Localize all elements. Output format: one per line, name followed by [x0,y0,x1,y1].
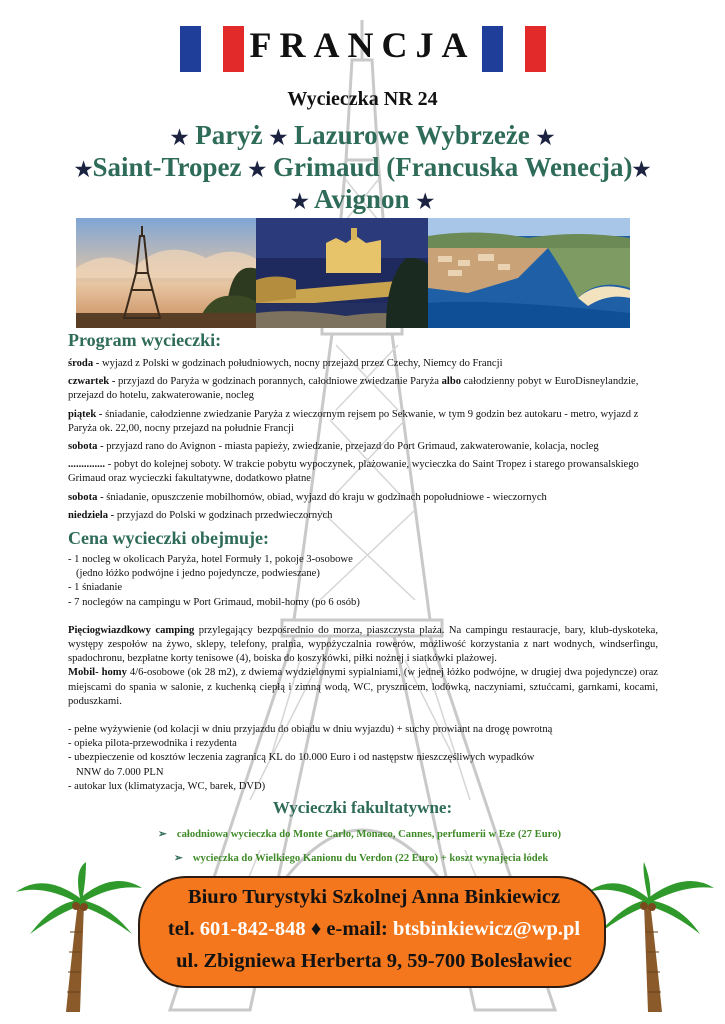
star-icon: ★ [632,159,651,181]
star-icon: ★ [416,191,435,213]
photo-eiffel-tower [76,218,262,328]
company-name: Biuro Turystyki Szkolnej Anna Binkiewicz [187,886,561,908]
photo-port-grimaud [428,218,630,328]
destinations-line-2 [0,152,725,183]
destination-avignon: Avignon [313,184,410,214]
destinations-line-1 [0,120,725,151]
photo-avignon-night [256,218,432,328]
destination-grimaud: Grimaud (Francuska Wenecja) [272,152,633,182]
star-icon: ★ [74,159,93,181]
destination-paris: Paryż [195,120,263,150]
flag-red-stripe [525,26,546,72]
email-link[interactable]: btsbinkiewicz@wp.pl [393,918,581,940]
price-heading: Cena wycieczki obejmuje: [68,528,269,548]
page-title: FRANCJA [249,25,476,65]
trip-number: Wycieczka NR 24 [287,88,438,110]
program-day: czwartek - przyjazd do Paryża w godzinach porannych, całodniowe zwiedzanie Paryża albo całodzienny pobyt w EuroDisneylandzie, przejazd do hotelu, zakwaterowanie, nocleg [68,376,639,402]
french-flag-right [482,26,546,72]
program-heading: Program wycieczki: [68,330,222,350]
flag-white-stripe [201,26,222,72]
list-item: - autokar lux (klimatyzacja, WC, barek, DVD) [68,780,266,792]
list-item: NNW do 7.000 PLN [76,766,164,778]
french-flag-left [180,26,244,72]
mobilhome-description: Mobil- homy 4/6-osobowe (ok 28 m2), z dwiema wydzielonymi sypialniami, (w jednej łóżko podwójne, w drugiej dwa pojedyncze) oraz miejscami do spania w salonie, z kuchenką ciepłą i zimną wodą, WC, prysznicem, lodówką, naczyniami, sztućcami, garnkami, kocami, poduszkami. [68,667,659,707]
list-item: - 1 nocleg w okolicach Paryża, hotel Formuły 1, pokoje 3-osobowe [68,554,353,565]
flag-blue-stripe [482,26,503,72]
star-icon: ★ [290,191,309,213]
company-address: ul. Zbigniewa Herberta 9, 59-700 Bolesławiec [176,950,572,972]
destination-saint-tropez: Saint-Tropez [92,152,242,182]
palm-tree-left-icon [14,862,144,1014]
arrow-bullet-icon: ➢ [174,853,183,864]
flag-blue-stripe [180,26,201,72]
program-day: .............. - pobyt do kolejnej soboty. W trakcie pobytu wypoczynek, plażowanie, wycieczka do Saint Tropez i starego prowansalskiego Grimaud oraz wycieczki fakultatywne, dodatkowo płatne [68,459,639,485]
program-day: sobota - przyjazd rano do Avignon - miasta papieży, zwiedzanie, przejazd do Port Grimaud, zakwaterowanie, kolacja, nocleg [68,441,599,453]
excursion-item: ➢ wycieczka do Wielkiego Kanionu du Verdon (22 Euro) + koszt wynajęcia łódek [174,853,549,864]
list-item: - pełne wyżywienie (od kolacji w dniu przyjazdu do obiadu w dniu wyjazdu) + suchy prowiant na drogę powrotną [68,724,553,736]
program-list [68,357,658,523]
flag-white-stripe [503,26,524,72]
contact-phone-email: tel. 601-842-848 ♦ e-mail: btsbinkiewicz@wp.pl [167,918,581,940]
star-icon: ★ [536,127,555,149]
list-item: (jedno łóżko podwójne i jedno pojedyncze, podwieszane) [76,568,320,580]
excursion-item: ➢ całodniowa wycieczka do Monte Carlo, Monaco, Cannes, perfumerii w Eze (27 Euro) [158,829,561,840]
contact-box [138,876,606,988]
list-item: - ubezpieczenie od kosztów leczenia zagranicą KL do 10.000 Euro i od następstw nieszczęśliwych wypadków [68,752,535,764]
program-day: niedziela - przyjazd do Polski w godzinach przedwieczornych [68,509,333,521]
excursions-heading: Wycieczki fakultatywne: [272,798,453,817]
star-icon: ★ [248,159,267,181]
camping-description: Pięciogwiazdkowy camping przylegający bezpośrednio do morza, piaszczysta plaża. Na campingu restauracje, bary, klub-dyskoteka, występy zespołów na żywo, sklepy, telefony, pralnia, wypożyczalnia rowerów, możliwość korzystania z nart wodnych, windserfingu, spadochronu, bezpłatne korty tenisowe (4), boiska do koszykówki, piłki nożnej i siatkówki plażowej. [68,624,658,665]
list-item: - 1 śniadanie [68,582,123,594]
destinations-line-3 [0,184,725,215]
list-item: - 7 noclegów na campingu w Port Grimaud, mobil-homy (po 6 osób) [68,596,360,608]
arrow-bullet-icon: ➢ [158,829,167,840]
star-icon: ★ [170,127,189,149]
price-includes [68,553,658,794]
program-day: środa - wyjazd z Polski w godzinach południowych, nocny przejazd przez Czechy, Niemcy do Francji [68,358,503,369]
program-day: piątek - śniadanie, całodzienne zwiedzanie Paryża z wieczornym rejsem po Sekwanie, w tym 9 godzin bez autokaru - metro, wyjazd z Paryża ok. 22,00, nocny przejazd na południe Francji [68,408,639,434]
flag-red-stripe [223,26,244,72]
phone-number[interactable]: 601-842-848 [199,918,306,940]
list-item: - opieka pilota-przewodnika i rezydenta [68,738,237,750]
program-day: sobota - śniadanie, opuszczenie mobilhomów, obiad, wyjazd do kraju w godzinach popołudniowe - wieczornych [68,491,547,503]
destination-riviera: Lazurowe Wybrzeże [294,120,530,150]
star-icon: ★ [269,127,288,149]
